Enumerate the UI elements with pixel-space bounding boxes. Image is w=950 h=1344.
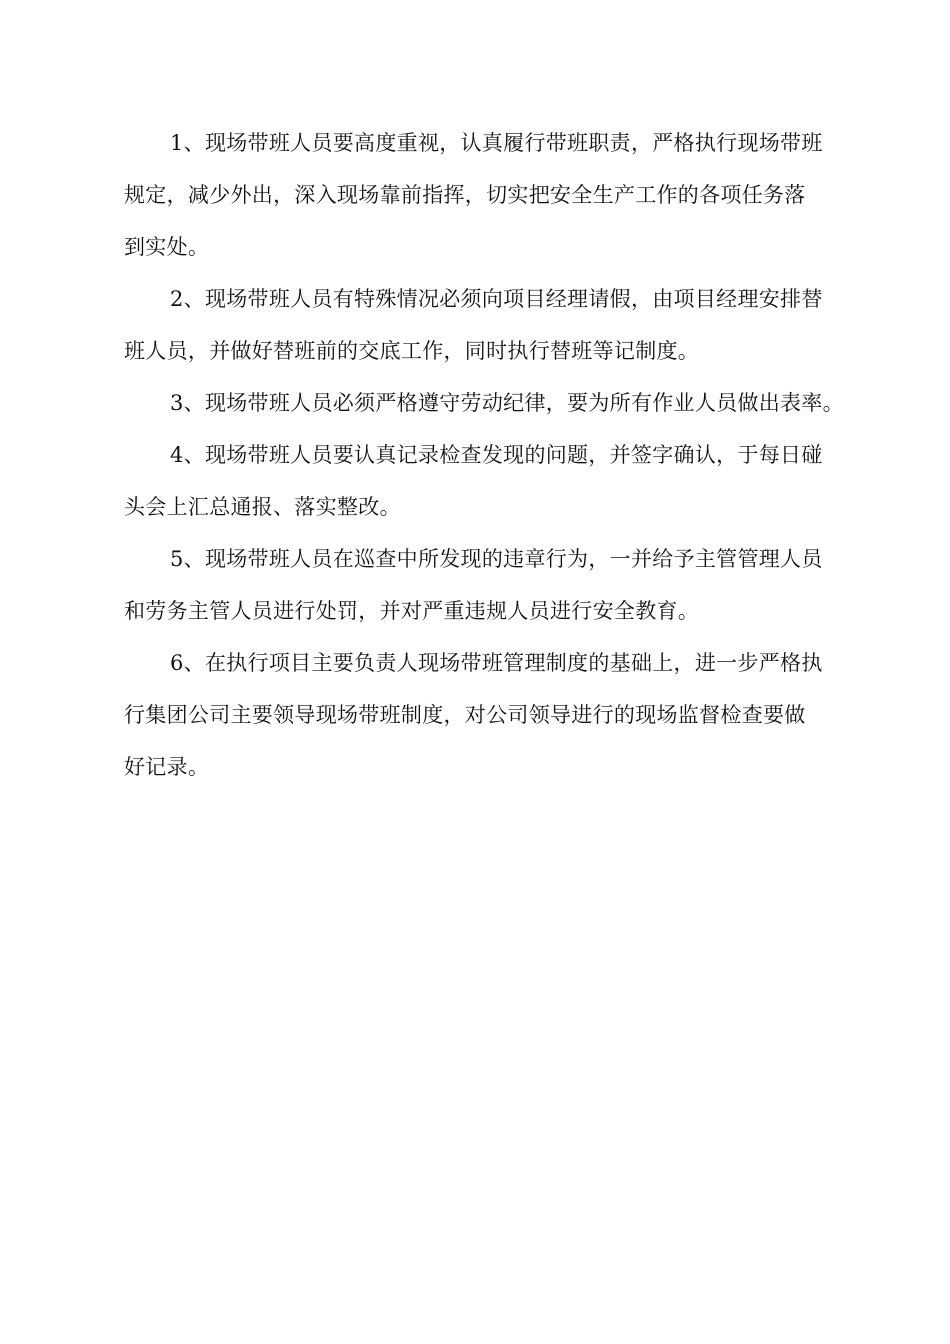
paragraph-line: 5、现场带班人员在巡查中所发现的违章行为，一并给予主管管理人员	[170, 547, 823, 571]
paragraph-line: 和劳务主管人员进行处罚，并对严重违规人员进行安全教育。	[124, 599, 700, 623]
paragraph-line: 3、现场带班人员必须严格遵守劳动纪律，要为所有作业人员做出表率。	[170, 391, 844, 415]
document-body	[124, 117, 869, 793]
paragraph-5	[124, 533, 869, 637]
paragraph-line: 到实处。	[124, 235, 210, 259]
paragraph-line: 2、现场带班人员有特殊情况必须向项目经理请假，由项目经理安排替	[170, 287, 823, 311]
paragraph-line: 4、现场带班人员要认真记录检查发现的问题，并签字确认，于每日碰	[170, 443, 823, 467]
paragraph-line: 头会上汇总通报、落实整改。	[124, 495, 401, 519]
paragraph-line: 班人员，并做好替班前的交底工作，同时执行替班等记制度。	[124, 339, 700, 363]
paragraph-line: 规定，减少外出，深入现场靠前指挥，切实把安全生产工作的各项任务落	[124, 183, 806, 207]
paragraph-line: 行集团公司主要领导现场带班制度，对公司领导进行的现场监督检查要做	[124, 703, 806, 727]
paragraph-2	[124, 273, 869, 377]
paragraph-line: 6、在执行项目主要负责人现场带班管理制度的基础上，进一步严格执	[170, 651, 823, 675]
paragraph-4	[124, 429, 869, 533]
paragraph-3	[124, 377, 869, 429]
paragraph-line: 1、现场带班人员要高度重视，认真履行带班职责，严格执行现场带班	[170, 131, 823, 155]
paragraph-6	[124, 637, 869, 793]
paragraph-1	[124, 117, 869, 273]
paragraph-line: 好记录。	[124, 755, 210, 779]
